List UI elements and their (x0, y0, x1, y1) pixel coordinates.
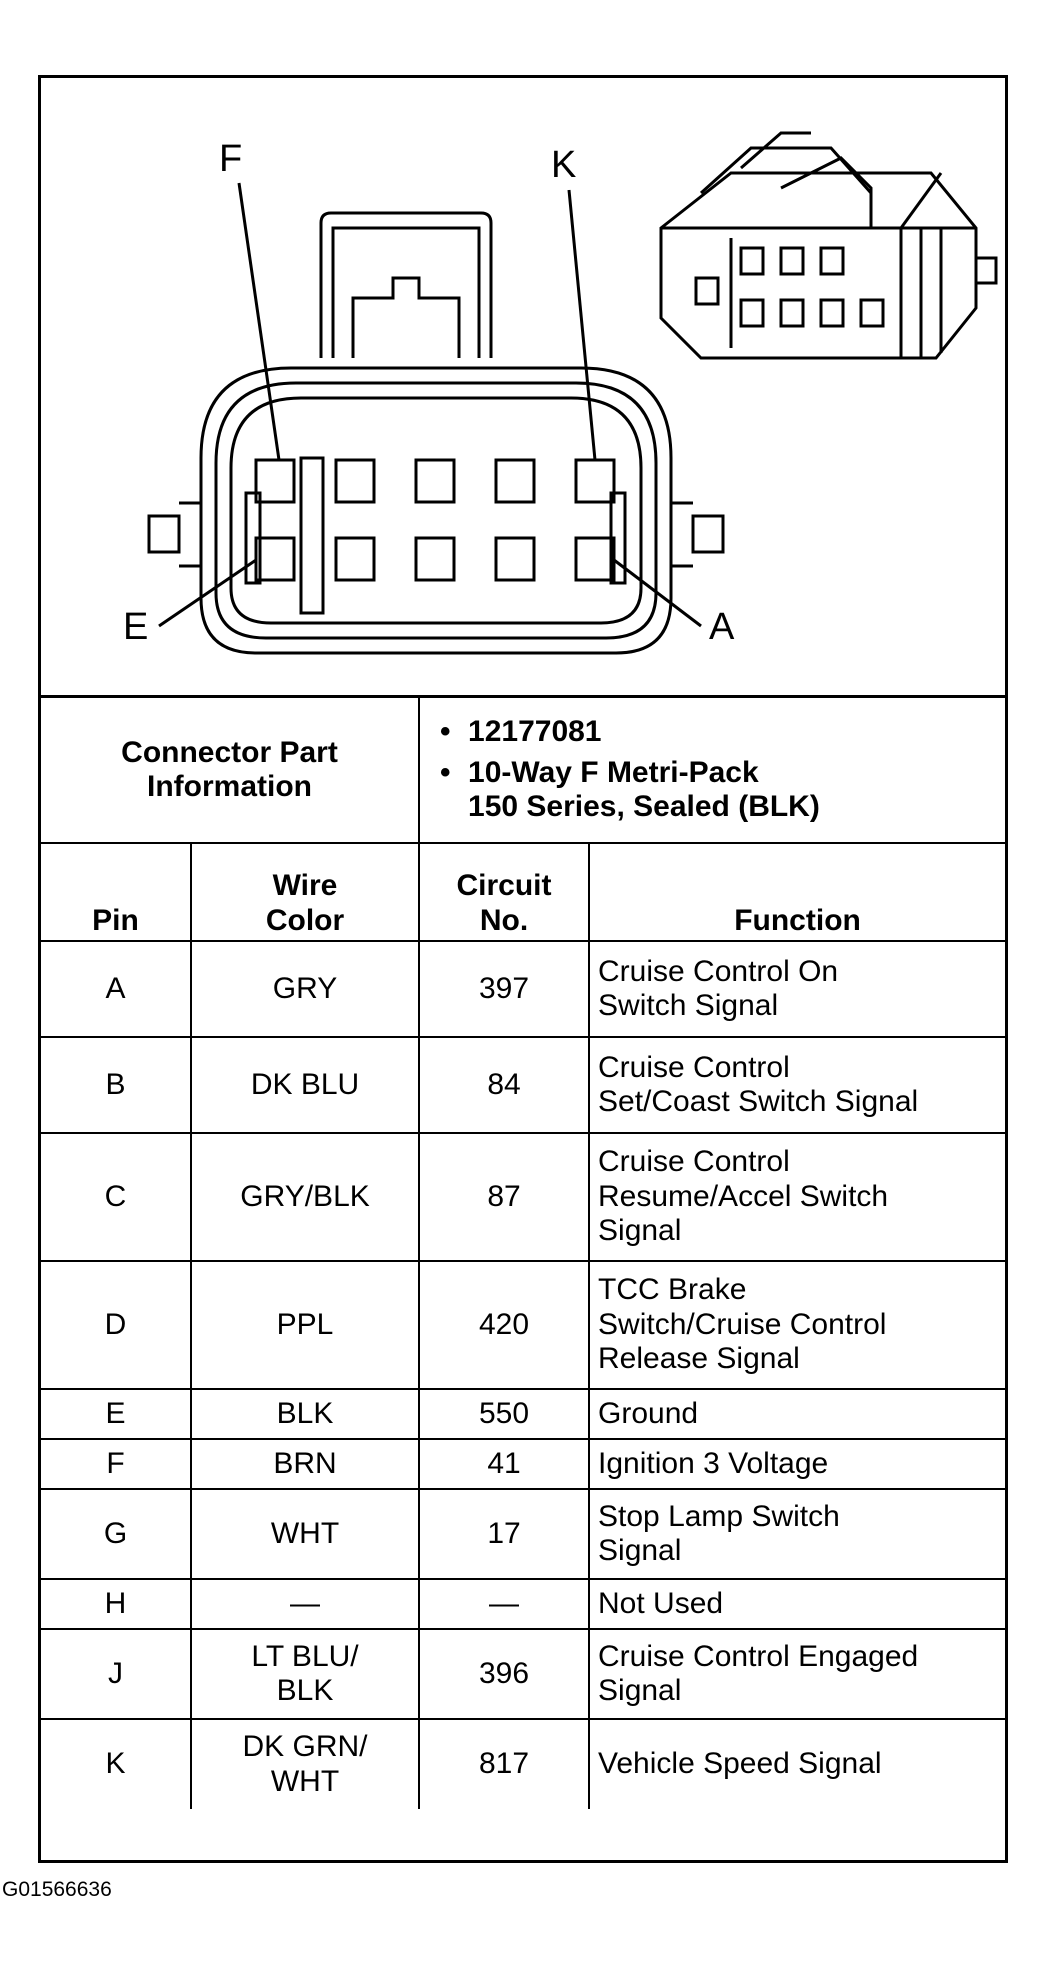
pin-callout-k: K (551, 144, 577, 186)
function-cell: Cruise Control Resume/Accel Switch Signal (589, 1133, 1005, 1261)
function-cell: Cruise Control Set/Coast Switch Signal (589, 1037, 1005, 1133)
circuit-cell: — (419, 1579, 589, 1629)
connector-face-drawing (41, 78, 1005, 695)
connector-description-line1: • 10-Way F Metri-Pack (468, 756, 997, 791)
pinout-table (41, 698, 1005, 1809)
header-circuit-no: Circuit No. (419, 843, 589, 941)
part-number: • 12177081 (468, 715, 997, 750)
function-cell: Ignition 3 Voltage (589, 1439, 1005, 1489)
function-cell: Stop Lamp Switch Signal (589, 1489, 1005, 1579)
circuit-cell: 817 (419, 1719, 589, 1809)
connector-info-label: Connector Part Information (41, 698, 419, 843)
connector-info-row (41, 698, 1005, 843)
circuit-cell: 84 (419, 1037, 589, 1133)
header-pin: Pin (41, 843, 191, 941)
circuit-cell: 420 (419, 1261, 589, 1389)
figure-code: G01566636 (2, 1878, 112, 1901)
pin-cell: A (41, 941, 191, 1037)
wire-color-cell: GRY/BLK (191, 1133, 419, 1261)
function-cell: Not Used (589, 1579, 1005, 1629)
table-row (41, 1037, 1005, 1133)
table-row (41, 1439, 1005, 1489)
table-row (41, 941, 1005, 1037)
pin-callout-a: A (709, 606, 735, 648)
function-cell: TCC Brake Switch/Cruise Control Release Signal (589, 1261, 1005, 1389)
table-row (41, 1579, 1005, 1629)
wire-color-cell: DK GRN/ WHT (191, 1719, 419, 1809)
wire-color-cell: GRY (191, 941, 419, 1037)
circuit-cell: 17 (419, 1489, 589, 1579)
header-wire-color: Wire Color (191, 843, 419, 941)
circuit-cell: 41 (419, 1439, 589, 1489)
wire-color-cell: PPL (191, 1261, 419, 1389)
table-row (41, 1719, 1005, 1809)
pin-cell: E (41, 1389, 191, 1439)
circuit-cell: 87 (419, 1133, 589, 1261)
pin-cell: J (41, 1629, 191, 1719)
pin-rows (41, 941, 1005, 1809)
pin-cell: B (41, 1037, 191, 1133)
pin-cell: D (41, 1261, 191, 1389)
header-function: Function (589, 843, 1005, 941)
wire-color-cell: LT BLU/ BLK (191, 1629, 419, 1719)
connector-figure (38, 75, 1008, 1863)
pin-cell: K (41, 1719, 191, 1809)
table-row (41, 1133, 1005, 1261)
function-cell: Cruise Control On Switch Signal (589, 941, 1005, 1037)
function-cell: Vehicle Speed Signal (589, 1719, 1005, 1809)
table-row (41, 1629, 1005, 1719)
function-cell: Ground (589, 1389, 1005, 1439)
circuit-cell: 550 (419, 1389, 589, 1439)
table-row (41, 1261, 1005, 1389)
wire-color-cell: BLK (191, 1389, 419, 1439)
table-row (41, 1389, 1005, 1439)
table-header-row (41, 843, 1005, 941)
wire-color-cell: WHT (191, 1489, 419, 1579)
wire-color-cell: — (191, 1579, 419, 1629)
circuit-cell: 396 (419, 1629, 589, 1719)
pin-cell: H (41, 1579, 191, 1629)
pin-callout-e: E (123, 606, 149, 648)
connector-diagram (41, 78, 1005, 698)
pin-cell: F (41, 1439, 191, 1489)
connector-info-values (419, 698, 1005, 843)
table-row (41, 1489, 1005, 1579)
wire-color-cell: BRN (191, 1439, 419, 1489)
wire-color-cell: DK BLU (191, 1037, 419, 1133)
pin-cell: G (41, 1489, 191, 1579)
circuit-cell: 397 (419, 941, 589, 1037)
connector-description-line2: 150 Series, Sealed (BLK) (468, 790, 820, 824)
pin-cell: C (41, 1133, 191, 1261)
pin-callout-f: F (219, 138, 243, 180)
function-cell: Cruise Control Engaged Signal (589, 1629, 1005, 1719)
